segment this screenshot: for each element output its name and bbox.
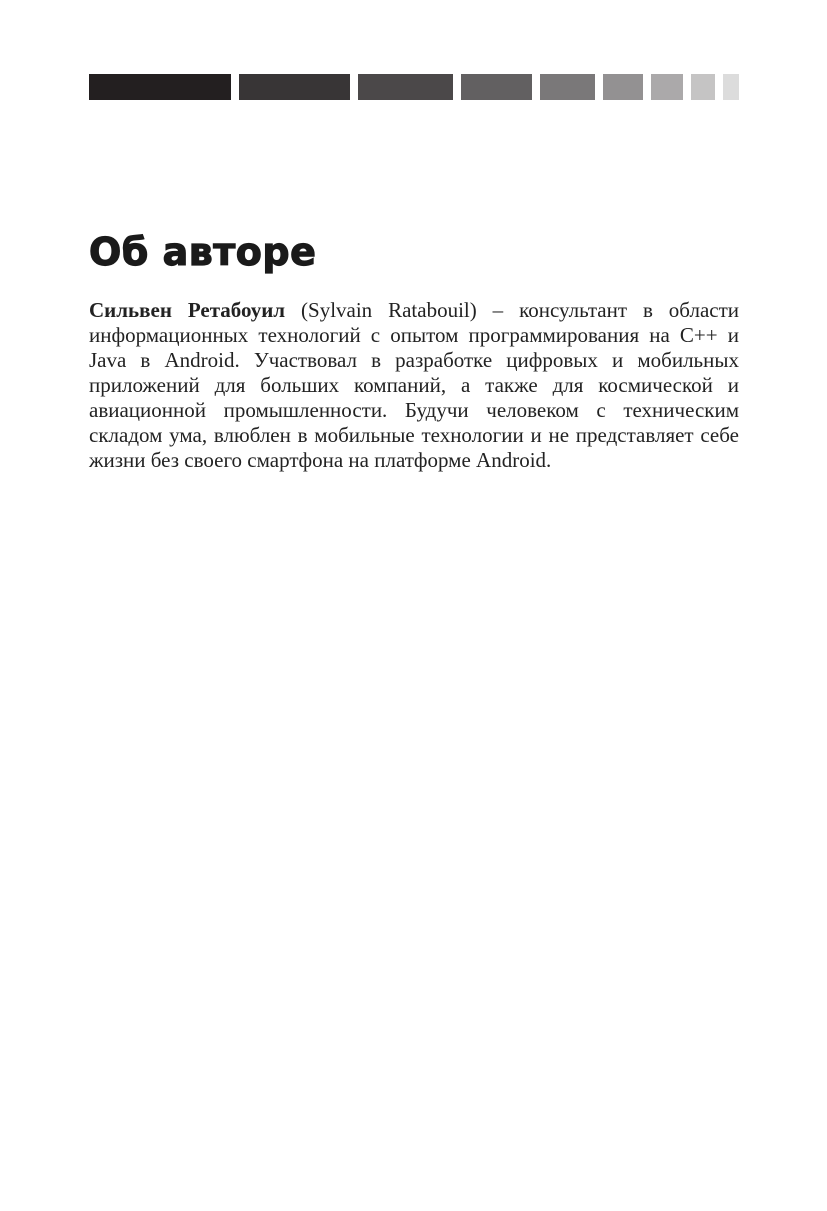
section-title: Об авторе: [89, 230, 317, 274]
bar-segment: [461, 74, 532, 100]
bar-segment: [603, 74, 643, 100]
bar-segment: [691, 74, 715, 100]
bar-segment: [651, 74, 683, 100]
bar-segment: [723, 74, 739, 100]
bar-segment: [89, 74, 231, 100]
bar-segment: [239, 74, 350, 100]
header-gradient-bar: [89, 74, 739, 100]
author-bio: [89, 298, 739, 473]
author-bio-text: (Sylvain Ratabouil) – консультант в области информационных технологий с опытом программирования на C++ и Java в Android. Участвовал в разработке цифровых и мобильных приложений для больших компаний, а также для космической и авиационной промышленности. Будучи человеком с техническим складом ума, влюблен в мобильные технологии и не представляет себе жизни без своего смартфона на платформе Android.: [89, 298, 739, 472]
bar-segment: [358, 74, 453, 100]
bar-segment: [540, 74, 595, 100]
author-name: Сильвен Ретабоуил: [89, 298, 286, 322]
